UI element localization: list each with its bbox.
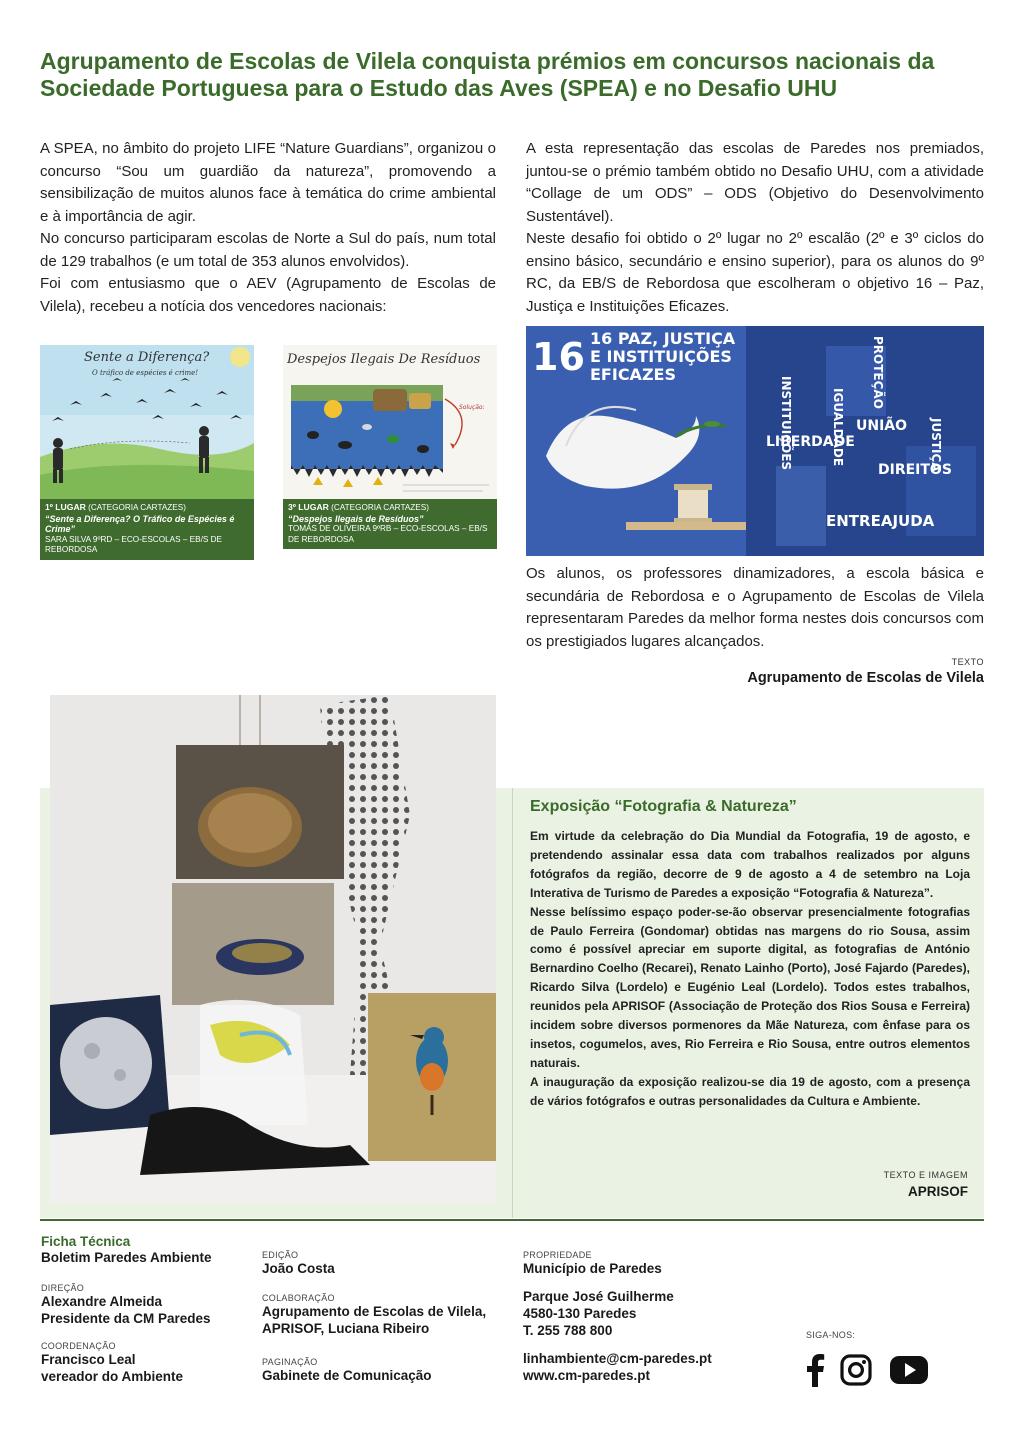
footer-ficha-tecnica	[41, 1234, 212, 1266]
footer-prop-label: PROPRIEDADE	[523, 1250, 592, 1260]
poster-first-place-rank: 1º LUGAR	[45, 502, 86, 512]
expo-photo	[50, 695, 496, 1203]
left-paragraph-3: Foi com entusiasmo que o AEV (Agrupamento de Escolas de Vilela), recebeu a notícia dos vencedores nacionais:	[40, 275, 496, 315]
collage-word-uniao: UNIÃO	[856, 418, 908, 434]
footer-rule	[40, 1219, 984, 1221]
left-paragraph-1: A SPEA, no âmbito do projeto LIFE “Nature Guardians”, organizou o concurso “Sou um guardião da natureza”, promovendo a sensibilização de muitos alunos face à temática do crime ambiental e à importância de agir.	[40, 140, 496, 225]
footer-coord-role: vereador do Ambiente	[41, 1369, 184, 1384]
collage-line-2: E INSTITUIÇÕES	[590, 347, 732, 366]
expo-title: Exposição “Fotografia & Natureza”	[530, 798, 797, 815]
footer-edicao-label: EDIÇÃO	[262, 1250, 299, 1260]
article-left-column	[40, 138, 496, 318]
instagram-icon[interactable]	[838, 1352, 874, 1388]
footer-edicao	[262, 1250, 335, 1277]
right-paragraph-3: Os alunos, os professores dinamizadores, a escola básica e secundária de Rebordosa e o Agrupamento de Escolas de Vilela representaram Paredes da melhor forma nestes dois concursos com os prestigiados lugares alcançados.	[526, 565, 984, 650]
poster-first-place-art-title: Sente a Diferença?	[84, 350, 210, 365]
collage-word-protecao: PROTEÇÃO	[871, 336, 885, 409]
footer-pag-name: Gabinete de Comunicação	[262, 1368, 432, 1383]
collage-word-entreajuda: ENTREAJUDA	[826, 512, 935, 530]
poster-third-place	[283, 345, 497, 549]
footer-edicao-name: João Costa	[262, 1261, 335, 1276]
collage-line-3: EFICAZES	[590, 365, 676, 384]
footer-address-line-1: Parque José Guilherme	[523, 1289, 674, 1304]
footer-colaboracao	[262, 1293, 486, 1337]
collage-word-liberdade: LIBERDADE	[766, 434, 855, 450]
poster-third-place-title: “Despejos Ilegais de Resíduos”	[288, 513, 424, 524]
footer-colab-line-1: Agrupamento de Escolas de Vilela,	[262, 1304, 487, 1319]
poster-first-place-title: “Sente a Diferença? O Tráfico de Espécies é Crime”	[45, 513, 235, 534]
poster-first-place-caption	[40, 499, 254, 560]
collage-word-direitos: DIREITOS	[878, 462, 952, 478]
expo-credit-name: APRISOF	[907, 1184, 968, 1199]
footer-contacts	[523, 1350, 712, 1384]
footer-boletim: Boletim Paredes Ambiente	[41, 1250, 212, 1265]
article-credit	[526, 657, 984, 686]
poster-third-place-category: (CATEGORIA CARTAZES)	[331, 503, 429, 512]
collage-line-1: 16 PAZ, JUSTIÇA	[590, 329, 736, 348]
collage-word-igualdade: IGUALDADE	[831, 388, 845, 467]
poster-first-place-art-subtitle: O tráfico de espécies é crime!	[92, 369, 199, 377]
footer-colab-label: COLABORAÇÃO	[262, 1293, 335, 1303]
footer-coord-name: Francisco Leal	[41, 1352, 136, 1367]
poster-first-place-author: SARA SILVA 9ºRD – ECO-ESCOLAS – EB/S DE REBORDOSA	[45, 534, 222, 554]
right-paragraph-2: Neste desafio foi obtido o 2º lugar no 2º escalão (2º e 3º ciclos do ensino básico, secundário e ensino superior), para os alunos do 9º RC, da EB/S de Rebordosa que escolheram o objetivo 16 – Paz, Justiça e Instituições Eficazes.	[526, 230, 984, 315]
left-paragraph-2: No concurso participaram escolas de Norte a Sul do país, num total de 129 trabalhos (e um total de 353 alunos envolvidos).	[40, 230, 496, 270]
collage-number: 16	[532, 335, 585, 379]
headline-line-2: Sociedade Portuguesa para o Estudo das Aves (SPEA) e no Desafio UHU	[40, 75, 838, 101]
expo-divider	[512, 788, 513, 1218]
expo-paragraph-2: Nesse belíssimo espaço poder-se-ão observar presencialmente fotografias de Paulo Ferreira (Gondomar) obtidas nas margens do rio Sousa, assim como é possível apreciar em suporte digital, as fotografias de António Bernardino Coelho (Recarei), Renato Lainho (Porto), José Fajardo (Paredes), Ricardo Silva (Lordelo) e Eugénio Leal (Lordelo). Todos estes trabalhos, reunidos pela APRISOF (Associação de Proteção dos Rios Sousa e Ferreira) incidem sobre diversos pormenores da Mãe Natureza, com ênfase para os insetos, cogumelos, aves, Rio Ferreira e Rio Sousa, entre outros elementos naturais.	[530, 904, 970, 1070]
footer-email-link[interactable]: linhambiente@cm-paredes.pt	[523, 1351, 712, 1366]
ods-collage-image	[526, 326, 984, 556]
footer-coordenacao	[41, 1341, 183, 1385]
poster-third-place-art-solution: Solução:	[459, 404, 485, 411]
footer-direcao-label: DIREÇÃO	[41, 1283, 85, 1293]
article-headline	[40, 48, 990, 102]
poster-first-place	[40, 345, 254, 560]
footer-direcao	[41, 1283, 211, 1327]
footer-direcao-role: Presidente da CM Paredes	[41, 1311, 211, 1326]
footer-website-link[interactable]: www.cm-paredes.pt	[523, 1368, 651, 1383]
poster-third-place-author: TOMÁS DE OLIVEIRA 9ºRB – ECO-ESCOLAS – EB/S DE REBORDOSA	[288, 524, 488, 544]
expo-credit-label: TEXTO E IMAGEM	[883, 1170, 968, 1180]
footer-propriedade	[523, 1250, 662, 1277]
social-label: SIGA-NOS:	[806, 1330, 856, 1340]
expo-text	[530, 827, 970, 1111]
poster-first-place-image	[40, 345, 254, 499]
poster-third-place-art	[283, 345, 497, 499]
footer-prop-name: Município de Paredes	[523, 1261, 662, 1276]
footer-colab-line-2: APRISOF, Luciana Ribeiro	[262, 1321, 430, 1336]
right-paragraph-1: A esta representação das escolas de Paredes nos premiados, juntou-se o prémio também obtido no Desafio UHU, com a atividade “Collage de um ODS” – ODS (Objetivo do Desenvolvimento Sustentável).	[526, 140, 984, 225]
footer-ficha-title: Ficha Técnica	[41, 1234, 131, 1249]
article-right-column-lower	[526, 563, 984, 653]
footer-coord-label: COORDENAÇÃO	[41, 1341, 116, 1351]
youtube-icon[interactable]	[886, 1352, 932, 1388]
article-credit-name: Agrupamento de Escolas de Vilela	[747, 670, 984, 686]
collage-word-justica: JUSTIÇA	[929, 418, 943, 472]
headline-line-1: Agrupamento de Escolas de Vilela conquista prémios em concursos nacionais da	[40, 48, 935, 74]
article-credit-label: TEXTO	[951, 657, 984, 667]
expo-photo-art	[50, 695, 496, 1203]
footer-direcao-name: Alexandre Almeida	[41, 1294, 163, 1309]
poster-third-place-art-title: Despejos Ilegais De Resíduos	[287, 352, 481, 367]
expo-paragraph-1: Em virtude da celebração do Dia Mundial da Fotografia, 19 de agosto, e pretendendo assinalar essa data com trabalhos realizados por alguns fotógrafos da região, decorre de 9 de agosto a 4 de setembro na Loja Interativa de Turismo de Paredes a exposição “Fotografia & Natureza”.	[530, 829, 970, 900]
footer-phone: T. 255 788 800	[523, 1323, 613, 1338]
facebook-icon[interactable]	[800, 1352, 830, 1388]
poster-third-place-rank: 3º LUGAR	[288, 502, 329, 512]
ods-collage-art	[526, 326, 984, 556]
poster-third-place-image	[283, 345, 497, 499]
expo-paragraph-3: A inauguração da exposição realizou-se dia 19 de agosto, com a presença de vários fotógrafos e outras personalidades da Cultura e Ambiente.	[530, 1074, 970, 1108]
collage-word-instituicoes: INSTITUIÇÕES	[779, 376, 793, 471]
footer-address	[523, 1288, 674, 1339]
poster-third-place-caption	[283, 499, 497, 549]
footer-pag-label: PAGINAÇÃO	[262, 1357, 318, 1367]
expo-credit	[530, 1170, 968, 1199]
article-right-column	[526, 138, 984, 318]
poster-first-place-art	[40, 345, 254, 499]
footer-address-line-2: 4580-130 Paredes	[523, 1306, 637, 1321]
footer-paginacao	[262, 1357, 432, 1384]
poster-first-place-category: (CATEGORIA CARTAZES)	[88, 503, 186, 512]
